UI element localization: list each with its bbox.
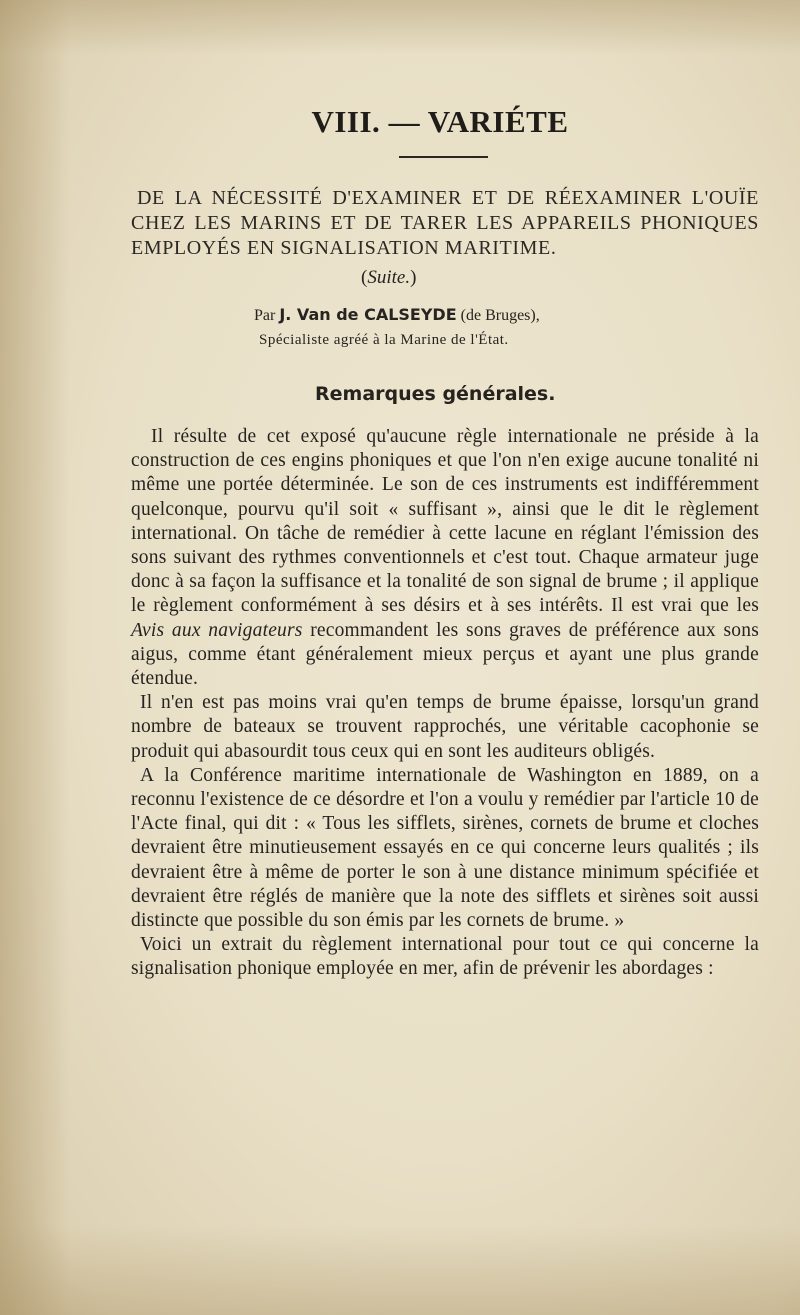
continuation-label: Suite. bbox=[367, 267, 411, 288]
heading-rule bbox=[399, 156, 488, 158]
page-shadow-left bbox=[0, 0, 70, 1315]
page-content bbox=[131, 96, 759, 982]
subheading: Remarques générales. bbox=[315, 383, 556, 405]
paragraph-4: Voici un extrait du règlement international pour tout ce qui concerne la signalisation phonique employée en mer, afin de prévenir les abordages : bbox=[131, 934, 759, 980]
paragraph-1-text-a: Il résulte de cet exposé qu'aucune règle internationale ne préside à la construction de ces engins phoniques et que l'on n'en exige aucune tonalité ni même une portée déterminée. Le son de ces instruments est indifféremment quelconque, pourvu qu'il soit « suffisant », ainsi que le dit le règlement international. On tâche de remédier à cette lacune en réglant l'émission des sons suivant des rythmes conventionnels et c'est tout. Chaque armateur juge donc à sa façon la suffisance et la tonalité de son signal de brume ; il applique le règlement conformément à ses désirs et à ses intérêts. Il est vrai que les bbox=[131, 426, 759, 617]
paragraph-1-italic: Avis aux navigateurs bbox=[131, 619, 303, 641]
paragraph-1 bbox=[131, 425, 759, 691]
section-heading bbox=[121, 96, 759, 148]
author-name: J. Van de CALSEYDE bbox=[279, 305, 457, 324]
paragraph-3: A la Conférence maritime internationale de Washington en 1889, on a reconnu l'existence de ce désordre et l'on a voulu y remédier par l'article 10 de l'Acte final, qui dit : « Tous les sifflets, sirènes, cornets de brume et cloches devraient être minutieusement essayés en ce qui concerne leurs qualités ; ils devraient être à même de porter le son à une distance minimum spécifiée et devraient être réglés de manière que la note des sifflets et sirènes soit aussi distincte que possible du son émis par les cornets de brume. » bbox=[131, 764, 759, 932]
paragraph-2: Il n'en est pas moins vrai qu'en temps de brume épaisse, lorsqu'un grand nombre de bateaux se trouvent rapprochés, une véritable cacophonie se produit qui abasourdit tous ceux qui en sont les auditeurs obligés. bbox=[131, 692, 759, 762]
section-title: VARIÉTE bbox=[427, 104, 569, 139]
paragraph-1-text-b: recommandent les sons graves de préférence aux sons aigus, comme étant généralement mieux perçus et ayant une plus grande étendue. bbox=[131, 619, 759, 690]
author-prefix: Par bbox=[254, 307, 276, 324]
author-affiliation: Spécialiste agréé à la Marine de l'État. bbox=[259, 332, 509, 348]
author-location: (de Bruges), bbox=[460, 307, 540, 324]
author-line bbox=[254, 305, 759, 326]
continuation-note: (Suite.) bbox=[361, 267, 417, 288]
article-title: DE LA NÉCESSITÉ D'EXAMINER ET DE RÉEXAMINER L'OUÏE CHEZ LES MARINS ET DE TARER LES APPAREILS PHONIQUES EMPLOYÉS EN SIGNALISATION MARITIME. bbox=[131, 187, 759, 259]
page-shadow-bottom bbox=[0, 1225, 800, 1315]
section-number: VIII. bbox=[311, 104, 381, 139]
section-dash: — bbox=[388, 104, 421, 139]
page-shadow-top bbox=[0, 0, 800, 55]
